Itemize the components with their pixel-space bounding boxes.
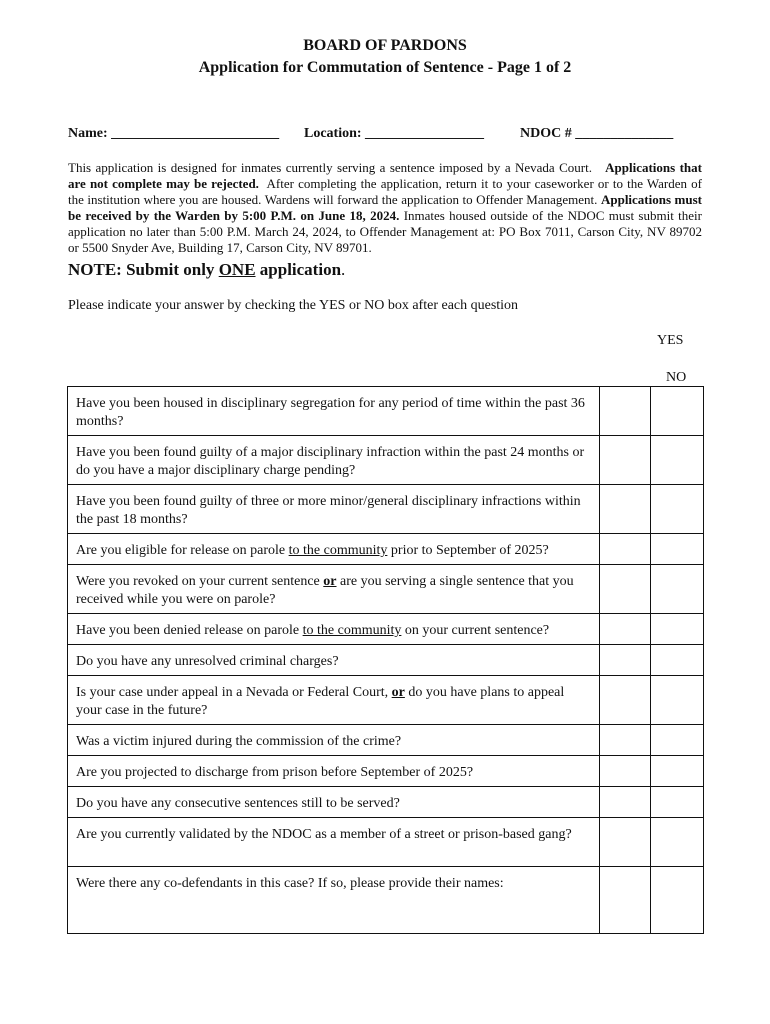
question-text bbox=[68, 565, 600, 614]
question-row bbox=[68, 534, 704, 565]
question-text bbox=[68, 676, 600, 725]
yes-checkbox[interactable] bbox=[600, 725, 651, 756]
question-text[interactable]: Were there any co-defendants in this case? If so, please provide their names: bbox=[68, 867, 600, 934]
note-prefix: NOTE: Submit only bbox=[68, 260, 215, 279]
no-checkbox[interactable] bbox=[651, 485, 704, 534]
question-text bbox=[68, 614, 600, 645]
question-text: Was a victim injured during the commission of the crime? bbox=[68, 725, 600, 756]
question-row bbox=[68, 756, 704, 787]
question-row bbox=[68, 436, 704, 485]
question-text: Have you been found guilty of three or more minor/general disciplinary infractions within the past 18 months? bbox=[68, 485, 600, 534]
question-row bbox=[68, 387, 704, 436]
question-text: Are you projected to discharge from prison before September of 2025? bbox=[68, 756, 600, 787]
no-checkbox[interactable] bbox=[651, 725, 704, 756]
intro-paragraph bbox=[68, 160, 702, 256]
no-checkbox[interactable] bbox=[651, 534, 704, 565]
location-field[interactable]: Location: _________________ bbox=[304, 126, 485, 141]
question-row bbox=[68, 676, 704, 725]
question-text: Do you have any consecutive sentences still to be served? bbox=[68, 787, 600, 818]
note-line bbox=[68, 260, 345, 280]
question-part: Have you been denied release on parole bbox=[76, 623, 300, 638]
no-checkbox[interactable] bbox=[651, 387, 704, 436]
question-part: on your current sentence? bbox=[404, 623, 550, 638]
yes-checkbox[interactable] bbox=[600, 534, 651, 565]
yes-checkbox[interactable] bbox=[600, 485, 651, 534]
no-checkbox[interactable] bbox=[651, 565, 704, 614]
question-row bbox=[68, 565, 704, 614]
question-part: Are you eligible for release on parole bbox=[76, 543, 286, 558]
name-field[interactable]: Name: ________________________ bbox=[68, 126, 280, 141]
intro-text-1: This application is designed for inmates currently serving a sentence imposed by a Nevada Court. bbox=[68, 160, 592, 175]
question-row bbox=[68, 818, 704, 867]
question-underlined: or bbox=[391, 685, 405, 700]
intro-text-3: Inmates housed outside of the NDOC must submit their application no later than 5:00 P.M. March 24, 2024, to Offender Management at: PO Box 7011, Carson City, NV 89702 or 5500 Snyder Ave, Building 17, Carson City, NV 89701. bbox=[68, 208, 702, 255]
question-row bbox=[68, 614, 704, 645]
no-checkbox[interactable] bbox=[651, 787, 704, 818]
question-row bbox=[68, 725, 704, 756]
question-row bbox=[68, 485, 704, 534]
yes-checkbox[interactable] bbox=[600, 867, 651, 934]
question-text bbox=[68, 534, 600, 565]
intro-bold-1: Applications that are not complete may be rejected. bbox=[68, 160, 702, 191]
question-part: are you serving a single sentence that you received while you were on parole? bbox=[76, 574, 574, 607]
question-part: Were you revoked on your current sentence bbox=[76, 574, 320, 589]
no-checkbox[interactable] bbox=[651, 614, 704, 645]
no-checkbox[interactable] bbox=[651, 645, 704, 676]
no-checkbox[interactable] bbox=[651, 676, 704, 725]
intro-text-2: After completing the application, return it to your caseworker or to the Warden of the institution where you are housed. Wardens will forward the application to Offender Management. bbox=[68, 176, 702, 207]
question-part: Is your case under appeal in a Nevada or Federal Court, bbox=[76, 685, 389, 700]
yes-checkbox[interactable] bbox=[600, 565, 651, 614]
intro-bold-2: Applications must be received by the Warden by 5:00 P.M. on June 18, 2024. bbox=[68, 192, 703, 223]
no-checkbox[interactable] bbox=[651, 818, 704, 867]
form-title: Application for Commutation of Sentence - Page 1 of 2 bbox=[198, 59, 572, 76]
yes-checkbox[interactable] bbox=[600, 436, 651, 485]
yes-checkbox[interactable] bbox=[600, 787, 651, 818]
yes-checkbox[interactable] bbox=[600, 387, 651, 436]
question-text: Do you have any unresolved criminal charges? bbox=[68, 645, 600, 676]
question-underlined: to the community bbox=[302, 623, 402, 638]
question-part: do you have plans to appeal your case in the future? bbox=[76, 685, 565, 718]
note-emphasis: ONE bbox=[218, 260, 256, 279]
org-title: BOARD OF PARDONS bbox=[303, 37, 467, 54]
yes-checkbox[interactable] bbox=[600, 645, 651, 676]
no-checkbox[interactable] bbox=[651, 436, 704, 485]
ndoc-field[interactable]: NDOC # ______________ bbox=[520, 126, 674, 141]
yes-checkbox[interactable] bbox=[600, 614, 651, 645]
question-part: prior to September of 2025? bbox=[390, 543, 549, 558]
question-text: Have you been found guilty of a major disciplinary infraction within the past 24 months or do you have a major disciplinary charge pending? bbox=[68, 436, 600, 485]
question-row bbox=[68, 867, 704, 934]
question-underlined: or bbox=[323, 574, 337, 589]
questions-table bbox=[67, 386, 704, 934]
yes-checkbox[interactable] bbox=[600, 676, 651, 725]
yes-column-header: YES bbox=[657, 333, 684, 348]
question-row bbox=[68, 787, 704, 818]
note-suffix: application bbox=[259, 260, 342, 279]
instruction-text: Please indicate your answer by checking the YES or NO box after each question bbox=[68, 298, 519, 313]
question-text: Are you currently validated by the NDOC as a member of a street or prison-based gang? bbox=[68, 818, 600, 867]
note-period: . bbox=[341, 260, 346, 279]
yes-checkbox[interactable] bbox=[600, 756, 651, 787]
no-checkbox[interactable] bbox=[651, 756, 704, 787]
question-underlined: to the community bbox=[288, 543, 388, 558]
no-column-header: NO bbox=[666, 370, 687, 385]
yes-checkbox[interactable] bbox=[600, 818, 651, 867]
no-checkbox[interactable] bbox=[651, 867, 704, 934]
question-text: Have you been housed in disciplinary segregation for any period of time within the past 36 months? bbox=[68, 387, 600, 436]
question-row bbox=[68, 645, 704, 676]
